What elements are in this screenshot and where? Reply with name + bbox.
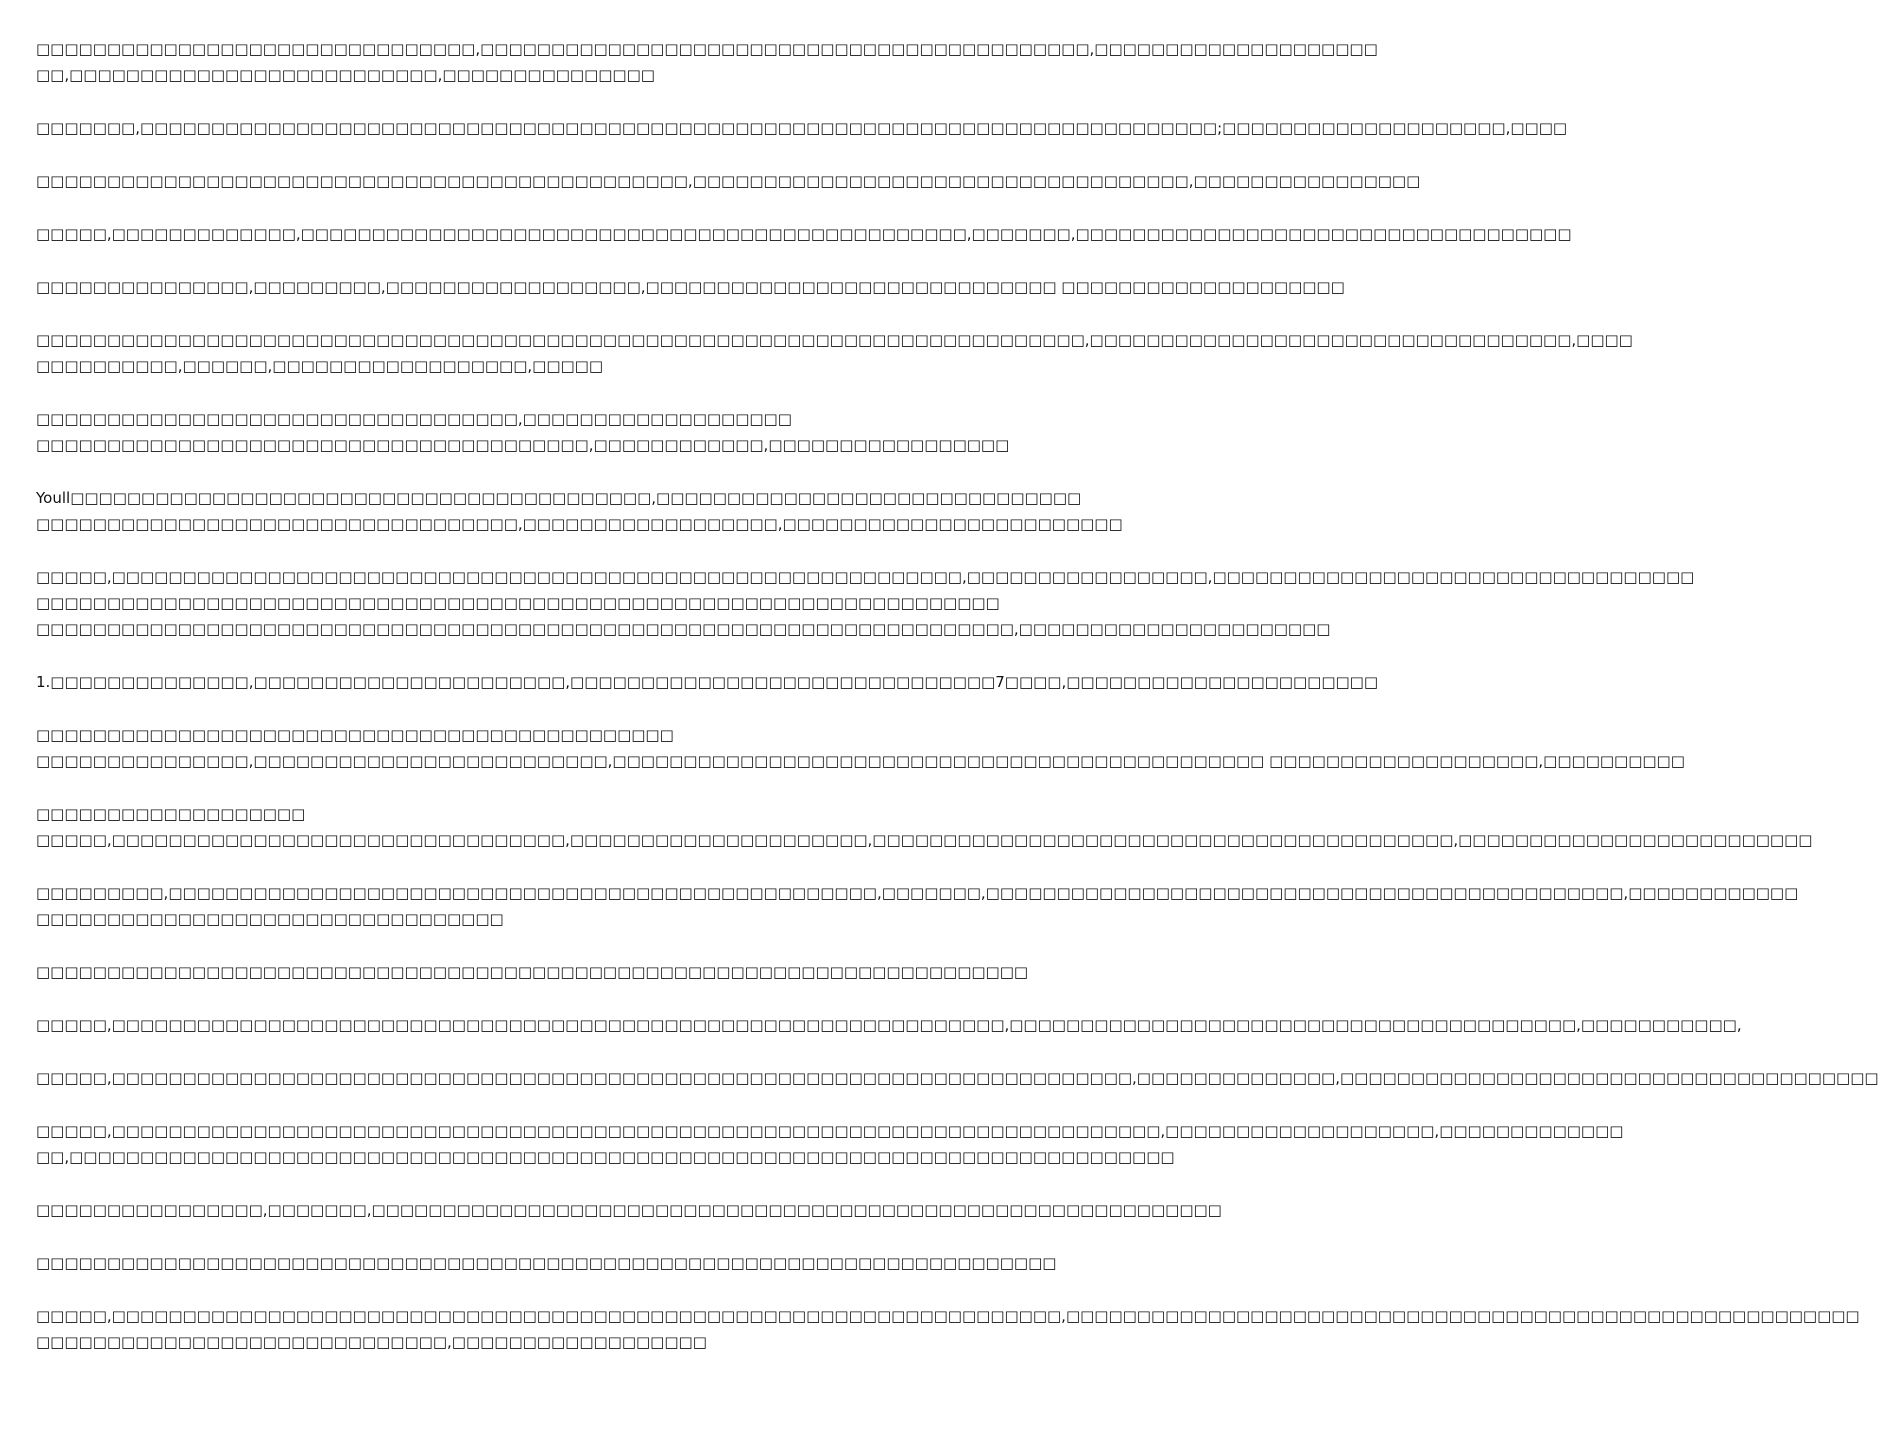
- text-line: □□□□□,□□□□□□□□□□□□□□□□□□□□□□□□□□□□□□□□□□□□□□□□□□□□□□□□□□□□□□□□□□□□□□□□□□□,□□□□□□□□□□□□□□□□□□□□□□□□□□□□□□□□□□□□□□□□□□□□□□□□□□□□□□□□: [36, 1307, 1860, 1325]
- document-body: [36, 36, 1879, 1382]
- text-line: □□□□□□□□□□□□□□□□□□□□□□□□□□□□□□□□□□□□□□□,□□□□□□□□□□□□,□□□□□□□□□□□□□□□□□: [36, 436, 1010, 454]
- paragraph-17: [36, 1118, 1624, 1170]
- text-line: □□□□□□□□□□□□□□□□□□□: [36, 805, 306, 823]
- text-line: □□□□□□□□□□□□□□□□□□□□□□□□□□□□□□□□□□,□□□□□□□□□□□□□□□□□□□: [36, 410, 792, 428]
- text-line: □□□□□,□□□□□□□□□□□□□□□□□□□□□□□□□□□□□□□□□□□□□□□□□□□□□□□□□□□□□□□□□□□□□□□□□□□□□□□□□□,□□□□□□□□□□□□□□□□□□□,□□□□□□□□□□□□□: [36, 1122, 1624, 1140]
- paragraph-2: [36, 115, 1568, 141]
- text-line: □□□□□□□□□□□□□□□□□□□□□□□□□□□□□□□□□□,□□□□□□□□□□□□□□□□□□,□□□□□□□□□□□□□□□□□□□□□□□□: [36, 515, 1123, 533]
- paragraph-8: [36, 485, 1123, 537]
- text-line: □□□□□□□□□□□□□□□□□□□□□□□□□□□□□,□□□□□□□□□□□□□□□□□□: [36, 1333, 707, 1351]
- text-line: □□□□□□□□□□□□□□□□□□□□□□□□□□□□□□□□□□□□□□□□□□□□□□□□□□□□□□□□□□□□□□□□□□□□: [36, 594, 1000, 612]
- text-line: □□□□□□□□□□□□□□□□□□□□□□□□□□□□□□□□□□□□□□□□□□□□□□□□□□□□□□□□□□□□□□□□□□□□□□□□: [36, 1254, 1057, 1272]
- paragraph-18: [36, 1197, 1222, 1223]
- paragraph-6: [36, 327, 1633, 379]
- text-line: □□,□□□□□□□□□□□□□□□□□□□□□□□□□□,□□□□□□□□□□□□□□□: [36, 66, 655, 84]
- text-line: □□□□□,□□□□□□□□□□□□□□□□□□□□□□□□□□□□□□□□□□□□□□□□□□□□□□□□□□□□□□□□□□□□□□□□□□□□□□□□,□□□□□□□□□□□□□□,□□□□□□□□□□□□□□□□□□□□□□□□□□□□□□□□□□□□□□: [36, 1069, 1879, 1087]
- paragraph-15: [36, 1012, 1742, 1038]
- text-line: □□□□□□□□□□□□□□□□□□□□□□□□□□□□□□□□□□□□□□□□□□□□□□,□□□□□□□□□□□□□□□□□□□□□□□□□□□□□□□□□□□,□□□□□□□□□□□□□□□□: [36, 172, 1421, 190]
- text-line: □□□□□□□□□□□□□□□□,□□□□□□□,□□□□□□□□□□□□□□□□□□□□□□□□□□□□□□□□□□□□□□□□□□□□□□□□□□□□□□□□□□□□: [36, 1201, 1222, 1219]
- paragraph-5: [36, 274, 1345, 300]
- text-line: □□□□□□□□□□□□□□□□□□□□□□□□□□□□□□□□□□□□□□□□□□□□□□□□□□□□□□□□□□□□□□□□□□□□□□□□□□,□□□□□□□□□□□□□□□□□□□□□□□□□□□□□□□□□□,□□□□: [36, 331, 1633, 349]
- paragraph-20: [36, 1303, 1860, 1355]
- text-line: □□,□□□□□□□□□□□□□□□□□□□□□□□□□□□□□□□□□□□□□□□□□□□□□□□□□□□□□□□□□□□□□□□□□□□□□□□□□□□□□□: [36, 1148, 1175, 1166]
- paragraph-16: [36, 1065, 1879, 1091]
- paragraph-3: [36, 168, 1421, 194]
- text-line: □□□□□,□□□□□□□□□□□□□□□□□□□□□□□□□□□□□□□□□□□□□□□□□□□□□□□□□□□□□□□□□□□□□□□,□□□□□□□□□□□□□□□□□□□□□□□□□□□□□□□□□□□□□□□□,□□□□□□□□□□□,: [36, 1016, 1742, 1034]
- paragraph-1: [36, 36, 1378, 88]
- paragraph-4: [36, 221, 1572, 247]
- text-line: □□□□□□□□□□,□□□□□□,□□□□□□□□□□□□□□□□□□,□□□□□: [36, 357, 604, 375]
- text-line: □□□□□□□□□□□□□□□□□□□□□□□□□□□□□□□□□: [36, 910, 504, 928]
- text-line: 1.□□□□□□□□□□□□□□,□□□□□□□□□□□□□□□□□□□□□□,□□□□□□□□□□□□□□□□□□□□□□□□□□□□□□7□□□□,□□□□□□□□□□□□□□□□□□□□□□: [36, 673, 1379, 691]
- text-line: □□□□□□□□□□□□□□□□□□□□□□□□□□□□□□□□□□□□□□□□□□□□□: [36, 726, 674, 744]
- paragraph-13: [36, 880, 1799, 932]
- text-line: □□□□□□□□□□□□□□□□□□□□□□□□□□□□□□□□□□□□□□□□□□□□□□□□□□□□□□□□□□□□□□□□□□□□□,□□□□□□□□□□□□□□□□□□□□□□: [36, 620, 1331, 638]
- text-line: □□□□□,□□□□□□□□□□□□□□□□□□□□□□□□□□□□□□□□,□□□□□□□□□□□□□□□□□□□□□,□□□□□□□□□□□□□□□□□□□□□□□□□□□□□□□□□□□□□□□□□,□□□□□□□□□□□□□□□□□□□□□□□□□: [36, 831, 1813, 849]
- paragraph-12: [36, 801, 1813, 853]
- paragraph-14: [36, 959, 1029, 985]
- paragraph-11: [36, 722, 1685, 774]
- paragraph-7: [36, 406, 1010, 458]
- text-line: □□□□□□□□□□□□□□□,□□□□□□□□□□□□□□□□□□□□□□□□□,□□□□□□□□□□□□□□□□□□□□□□□□□□□□□□□□□□□□□□□□□□□□□□ □□□□□□□□□□□□□□□□□□□,□□□□□□□□□□: [36, 752, 1685, 770]
- text-line: □□□□□□□□□□□□□□□,□□□□□□□□□,□□□□□□□□□□□□□□□□□□,□□□□□□□□□□□□□□□□□□□□□□□□□□□□□ □□□□□□□□□□□□□□□□□□□□: [36, 278, 1345, 296]
- text-line: □□□□□□□,□□□□□□□□□□□□□□□□□□□□□□□□□□□□□□□□□□□□□□□□□□□□□□□□□□□□□□□□□□□□□□□□□□□□□□□□□□□□;□□□□□□□□□□□□□□□□□□□□,□□□□: [36, 119, 1568, 137]
- text-line: □□□□□□□□□,□□□□□□□□□□□□□□□□□□□□□□□□□□□□□□□□□□□□□□□□□□□□□□□□□□,□□□□□□□,□□□□□□□□□□□□□□□□□□□□□□□□□□□□□□□□□□□□□□□□□□□□□,□□□□□□□□□□□□: [36, 884, 1799, 902]
- paragraph-9: [36, 564, 1695, 642]
- paragraph-19: [36, 1250, 1057, 1276]
- text-line: Youll□□□□□□□□□□□□□□□□□□□□□□□□□□□□□□□□□□□□□□□□□,□□□□□□□□□□□□□□□□□□□□□□□□□□□□□□: [36, 489, 1082, 507]
- text-line: □□□□□,□□□□□□□□□□□□□□□□□□□□□□□□□□□□□□□□□□□□□□□□□□□□□□□□□□□□□□□□□□□□,□□□□□□□□□□□□□□□□□,□□□□□□□□□□□□□□□□□□□□□□□□□□□□□□□□□□: [36, 568, 1695, 586]
- text-line: □□□□□□□□□□□□□□□□□□□□□□□□□□□□□□□,□□□□□□□□□□□□□□□□□□□□□□□□□□□□□□□□□□□□□□□□□□□,□□□□□□□□□□□□□□□□□□□□: [36, 40, 1378, 58]
- text-line: □□□□□,□□□□□□□□□□□□□,□□□□□□□□□□□□□□□□□□□□□□□□□□□□□□□□□□□□□□□□□□□□□□□,□□□□□□□,□□□□□□□□□□□□□□□□□□□□□□□□□□□□□□□□□□□: [36, 225, 1572, 243]
- text-line: □□□□□□□□□□□□□□□□□□□□□□□□□□□□□□□□□□□□□□□□□□□□□□□□□□□□□□□□□□□□□□□□□□□□□□: [36, 963, 1029, 981]
- paragraph-10: [36, 669, 1379, 695]
